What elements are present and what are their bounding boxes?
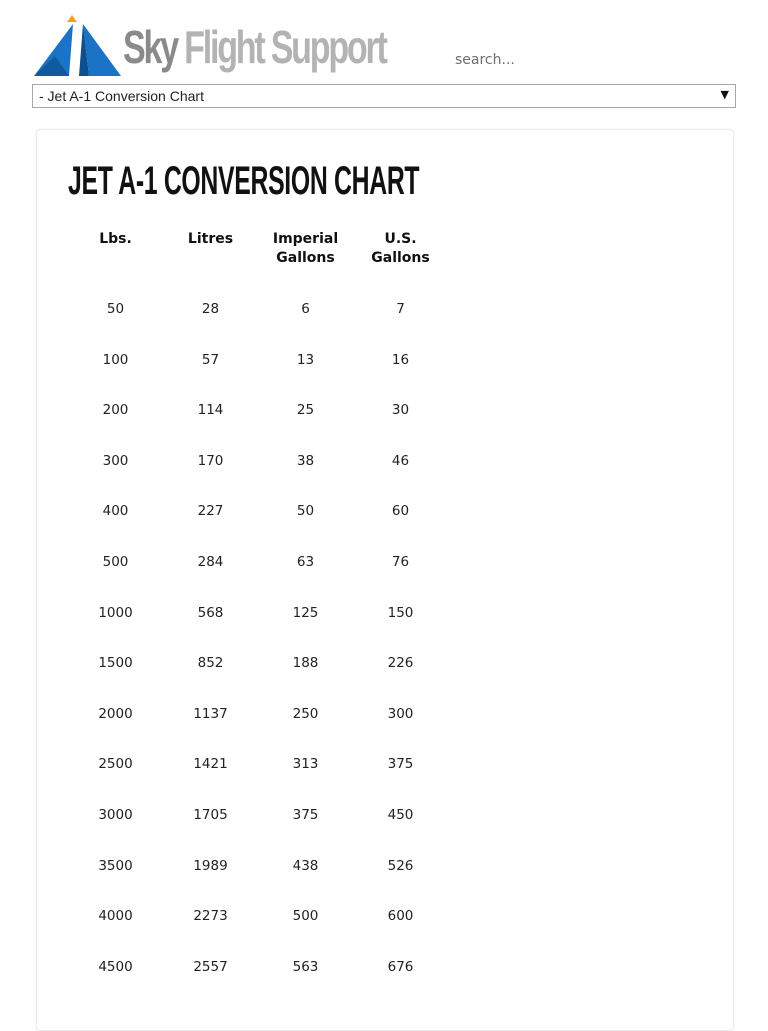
table-cell-lbs: 400 — [102, 503, 129, 519]
table-cell-lbs: 500 — [102, 554, 129, 570]
column-header-imperial-gallons: Imperial Gallons — [272, 231, 339, 266]
brand-name — [123, 20, 386, 74]
table-cell-lbs: 4000 — [98, 908, 133, 924]
table-cell-imperial-gallons: 63 — [296, 554, 315, 570]
table-cell-us-gallons: 46 — [391, 453, 410, 469]
table-cell-us-gallons: 76 — [391, 554, 410, 570]
table-cell-lbs: 50 — [106, 301, 125, 317]
table-cell-lbs: 100 — [102, 352, 129, 368]
table-cell-litres: 28 — [201, 301, 220, 317]
table-cell-lbs: 3500 — [98, 858, 133, 874]
table-cell-litres: 1137 — [193, 706, 228, 722]
search-input[interactable] — [446, 48, 655, 72]
table-cell-litres: 1989 — [193, 858, 228, 874]
table-cell-litres: 2557 — [193, 959, 228, 975]
table-cell-lbs: 300 — [102, 453, 129, 469]
table-cell-us-gallons: 450 — [387, 807, 414, 823]
table-cell-imperial-gallons: 125 — [292, 605, 319, 621]
chevron-down-icon: ▼ — [720, 88, 729, 101]
table-cell-lbs: 200 — [102, 402, 129, 418]
content-card — [36, 129, 734, 1031]
table-cell-us-gallons: 600 — [387, 908, 414, 924]
column-header-us-gallons: U.S. Gallons — [371, 231, 430, 266]
table-cell-imperial-gallons: 50 — [296, 503, 315, 519]
table-cell-us-gallons: 16 — [391, 352, 410, 368]
table-cell-imperial-gallons: 6 — [301, 301, 310, 317]
page-title: JET A-1 CONVERSION CHART — [68, 159, 420, 203]
table-cell-us-gallons: 150 — [387, 605, 414, 621]
table-cell-litres: 568 — [197, 605, 224, 621]
page-nav-select-value: - Jet A-1 Conversion Chart — [39, 88, 204, 104]
table-cell-litres: 284 — [197, 554, 224, 570]
table-cell-us-gallons: 226 — [387, 655, 414, 671]
table-cell-litres: 2273 — [193, 908, 228, 924]
table-cell-litres: 170 — [197, 453, 224, 469]
table-cell-imperial-gallons: 38 — [296, 453, 315, 469]
table-cell-imperial-gallons: 188 — [292, 655, 319, 671]
page-nav-select[interactable] — [32, 84, 736, 108]
table-cell-imperial-gallons: 313 — [292, 756, 319, 772]
site-header — [0, 0, 768, 84]
table-cell-imperial-gallons: 438 — [292, 858, 319, 874]
table-cell-us-gallons: 375 — [387, 756, 414, 772]
table-cell-imperial-gallons: 13 — [296, 352, 315, 368]
table-cell-us-gallons: 30 — [391, 402, 410, 418]
brand-name-sky: Sky — [123, 21, 177, 73]
table-cell-lbs: 4500 — [98, 959, 133, 975]
table-cell-litres: 227 — [197, 503, 224, 519]
table-cell-lbs: 3000 — [98, 807, 133, 823]
table-cell-imperial-gallons: 25 — [296, 402, 315, 418]
table-cell-litres: 114 — [197, 402, 224, 418]
table-cell-lbs: 1000 — [98, 605, 133, 621]
table-cell-litres: 852 — [197, 655, 224, 671]
table-cell-imperial-gallons: 250 — [292, 706, 319, 722]
table-cell-litres: 57 — [201, 352, 220, 368]
table-cell-us-gallons: 526 — [387, 858, 414, 874]
brand-name-flight-support: Flight Support — [176, 21, 386, 73]
table-cell-imperial-gallons: 375 — [292, 807, 319, 823]
table-cell-litres: 1705 — [193, 807, 228, 823]
table-cell-lbs: 2000 — [98, 706, 133, 722]
table-cell-imperial-gallons: 563 — [292, 959, 319, 975]
table-cell-us-gallons: 676 — [387, 959, 414, 975]
table-cell-lbs: 1500 — [98, 655, 133, 671]
mountain-peak-logo-icon — [33, 12, 123, 78]
table-cell-us-gallons: 60 — [391, 503, 410, 519]
table-cell-lbs: 2500 — [98, 756, 133, 772]
site-logo[interactable] — [33, 12, 386, 82]
table-cell-imperial-gallons: 500 — [292, 908, 319, 924]
column-header-lbs: Lbs. — [99, 231, 132, 247]
column-header-litres: Litres — [187, 231, 234, 247]
table-cell-litres: 1421 — [193, 756, 228, 772]
table-cell-us-gallons: 7 — [396, 301, 405, 317]
table-cell-us-gallons: 300 — [387, 706, 414, 722]
